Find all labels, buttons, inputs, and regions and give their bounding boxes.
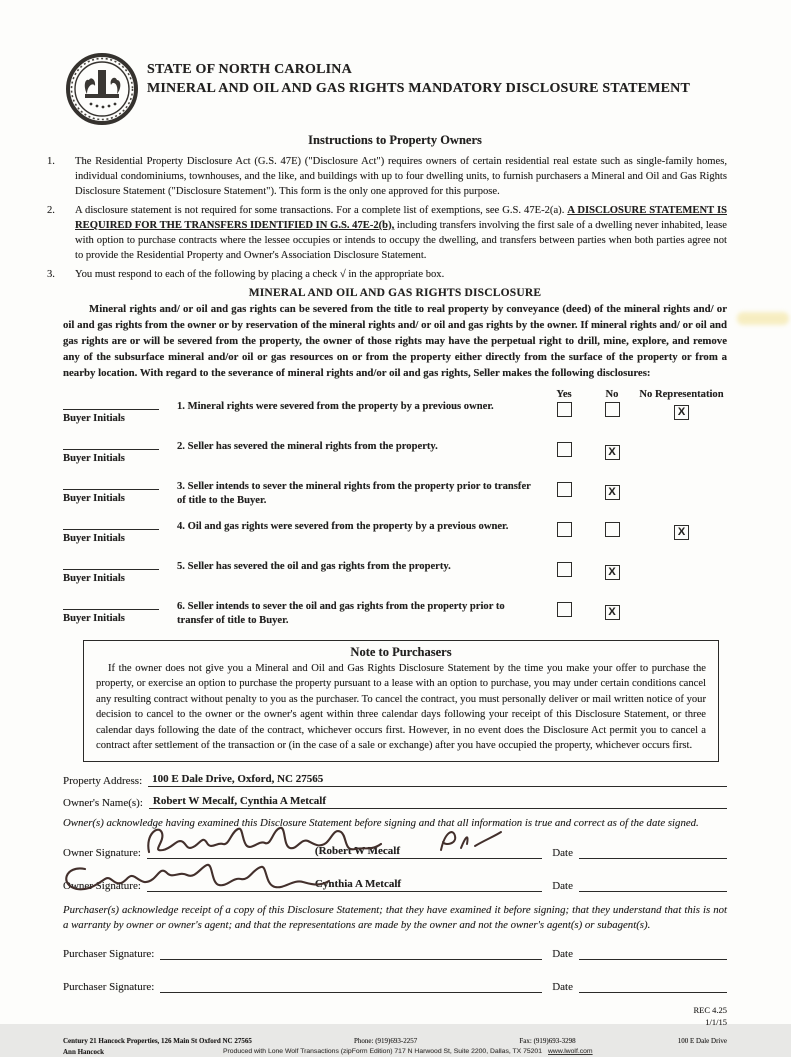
purchaser2-date-line[interactable]: [579, 976, 727, 993]
checkbox-no[interactable]: X: [605, 485, 620, 500]
disclosure-row-4: [63, 520, 727, 550]
instruction-number: 1.: [47, 156, 55, 167]
owner-signature-line-2[interactable]: [147, 875, 542, 892]
disclosure-row-2: [63, 440, 727, 470]
footer-fax: Fax: (919)693-3298: [519, 1037, 576, 1046]
purchaser-acknowledgement: Purchaser(s) acknowledge receipt of a copy of this Disclosure Statement; that they have examined it before signing; that they understand that this is not a warranty by owner or owner's agent; and that the representations are made by the owner and not the owner's agent(s) or subagent(s).: [63, 904, 727, 931]
form-footer: [63, 1036, 727, 1057]
owner-signature-row-2: [63, 870, 727, 892]
checkbox-yes[interactable]: [557, 402, 572, 417]
column-header-no: No: [605, 389, 619, 400]
instructions-heading: Instructions to Property Owners: [308, 133, 482, 147]
disclosure-item-text: 3. Seller intends to sever the mineral rights from the property prior to transfer of title to the Buyer.: [177, 481, 531, 506]
instruction-text: [75, 203, 727, 263]
disclosure-item-text: 5. Seller has severed the oil and gas rights from the property.: [177, 561, 451, 572]
owners-names-value[interactable]: Robert W Mecalf, Cynthia A Metcalf: [149, 794, 727, 809]
checkbox-yes[interactable]: [557, 522, 572, 537]
instruction-number: 2.: [47, 205, 55, 216]
purchaser-signature-row-1: [63, 938, 727, 960]
footer-office: Century 21 Hancock Properties, 126 Main St Oxford NC 27565: [63, 1037, 252, 1046]
checkbox-yes[interactable]: [557, 442, 572, 457]
footer-produced-text: Produced with Lone Wolf Transactions (zipForm Edition) 717 N Harwood St, Suite 2200, Dallas, TX 75201: [223, 1048, 542, 1056]
owner1-date-line[interactable]: [579, 842, 727, 859]
disclosure-intro: Mineral rights and/ or oil and gas rights can be severed from the title to real property by conveyance (deed) of the mineral rights and/ or oil and gas rights from the owner or by reservation of the mineral rights and/ or oil and gas rights by the owner. If mineral rights and/ or oil and gas rights are or will be severed from the property, the owner of those rights may have the perpetual right to drill, mine, explore, and remove any of the subsurface mineral and/or oil or gas resources on or from the property either directly from the surface of the property or from a nearby location. With regard to the severance of mineral rights and/or oil and gas rights, Seller makes the following disclosures:: [63, 303, 727, 379]
form-revision-block: [63, 1004, 727, 1028]
disclosure-item-text: 2. Seller has severed the mineral rights from the property.: [177, 441, 438, 452]
checkbox-column-headers: [63, 389, 727, 400]
owners-names-row: [63, 794, 727, 809]
purchaser-signature-label: Purchaser Signature:: [63, 948, 155, 961]
instruction-text: The Residential Property Disclosure Act (G.S. 47E) ("Disclosure Act") requires owners of certain residential real estate such as single-family homes, individual condominiums, townhouses, and the like, and buildings with up to four dwelling units, to furnish purchasers a Mineral and Oil and Gas Rights Disclosure Statement ("Disclosure Statement"). This form is the only one approved for this purpose.: [75, 156, 727, 197]
note-to-purchasers-box: [83, 640, 719, 762]
owner2-printed-name: Cynthia A Metcalf: [314, 878, 402, 891]
checkbox-no-representation[interactable]: X: [674, 525, 689, 540]
note-body: If the owner does not give you a Mineral and Oil and Gas Rights Disclosure Statement by the time you make your offer to purchase the property, or exercise an option to purchase the property pursuant to a lease with an option to purchase, you may under certain conditions cancel any resulting contract without penalty to you as the purchaser. To cancel the contract, you must personally deliver or mail written notice of your decision to cancel to the owner or the owner's agent within three calendar days following your receipt of this Disclosure Statement, or three calendar days following the date of the contract, whichever occurs first. However, in no event does the Disclosure Act permit you to cancel a contract after settlement of the transaction or (in the case of a sale or exchange) after you have occupied the property, whichever occurs first.: [96, 663, 706, 752]
property-address-row: [63, 772, 727, 787]
form-title-state: STATE OF NORTH CAROLINA: [147, 62, 352, 77]
checkbox-no-representation[interactable]: X: [674, 405, 689, 420]
form-header: [63, 52, 727, 131]
instruction-item-3: [47, 267, 727, 282]
checkbox-no[interactable]: [605, 522, 620, 537]
checkbox-no[interactable]: X: [605, 605, 620, 620]
disclosure-item-text: 1. Mineral rights were severed from the property by a previous owner.: [177, 401, 494, 412]
property-address-value[interactable]: 100 E Dale Drive, Oxford, NC 27565: [148, 772, 727, 787]
checkbox-yes[interactable]: [557, 482, 572, 497]
form-code: REC 4.25: [693, 1005, 727, 1016]
disclosure-row-5: [63, 560, 727, 590]
owners-names-label: Owner's Name(s):: [63, 797, 143, 810]
disclosure-row-3: [63, 480, 727, 510]
buyer-initials-label: Buyer Initials: [63, 413, 125, 424]
instructions-list: [47, 154, 728, 282]
form-title-main: MINERAL AND OIL AND GAS RIGHTS MANDATORY DISCLOSURE STATEMENT: [147, 81, 691, 96]
disclosure-heading: MINERAL AND OIL AND GAS RIGHTS DISCLOSURE: [248, 287, 542, 299]
owner-signature-row-1: [63, 837, 727, 859]
instruction-text: You must respond to each of the following by placing a check √ in the appropriate box.: [75, 269, 445, 280]
purchaser1-date-line[interactable]: [579, 943, 727, 960]
footer-phone: Phone: (919)693-2257: [354, 1037, 418, 1046]
disclosure-item-text: 6. Seller intends to sever the oil and gas rights from the property prior to transfer of title to Buyer.: [177, 601, 505, 626]
date-label: Date: [552, 847, 573, 860]
owner2-date-line[interactable]: [579, 875, 727, 892]
buyer-initials-label: Buyer Initials: [63, 453, 125, 464]
note-heading: Note to Purchasers: [350, 645, 452, 659]
nc-real-estate-commission-seal-icon: [65, 52, 139, 131]
column-header-yes: Yes: [556, 389, 572, 400]
instruction-item-2: [47, 203, 728, 263]
checkbox-no[interactable]: [605, 402, 620, 417]
instruction-number: 3.: [47, 269, 55, 280]
instruction-item-1: [47, 154, 727, 199]
owner-signature-label: Owner Signature:: [63, 847, 141, 860]
owner-acknowledgement: Owner(s) acknowledge having examined this Disclosure Statement before signing and that all information is true and correct as of the date signed.: [63, 817, 699, 830]
purchaser-signature-line-1[interactable]: [160, 943, 542, 960]
purchaser-signature-label: Purchaser Signature:: [63, 981, 155, 994]
instruction-2-rest: including transfers involving the first sale of a dwelling never inhabited, lease with option to purchase contracts where the lessee occupies or intends to occupy the dwelling, and transfers between parties when both parties agree not to provide the Residential Property and Owner's Association Disclosure Statement.: [75, 220, 728, 261]
buyer-initials-label: Buyer Initials: [63, 533, 125, 544]
buyer-initials-label: Buyer Initials: [63, 613, 125, 624]
buyer-initials-label: Buyer Initials: [63, 493, 125, 504]
instruction-2-lead: A disclosure statement is not required for some transactions. For a complete list of exemptions, see G.S. 47E-2(a).: [75, 205, 568, 216]
purchaser-signature-row-2: [63, 971, 727, 993]
date-label: Date: [552, 981, 573, 994]
form-revision-date: 1/1/15: [705, 1017, 727, 1028]
owner-signature-line-1[interactable]: [147, 842, 542, 859]
footer-produced-line: [223, 1047, 593, 1057]
checkbox-no[interactable]: X: [605, 445, 620, 460]
disclosure-item-text: 4. Oil and gas rights were severed from the property by a previous owner.: [177, 521, 509, 532]
checkbox-yes[interactable]: [557, 602, 572, 617]
disclosure-row-1: [63, 400, 727, 430]
property-address-label: Property Address:: [63, 775, 143, 788]
footer-agent-name: Ann Hancock: [63, 1048, 105, 1057]
footer-website-link[interactable]: www.lwolf.com: [548, 1048, 593, 1056]
instruction-2-emphasis: A DISCLOSURE STATEMENT IS REQUIRED FOR THE TRANSFERS IDENTIFIED IN G.S. 47E-2(b),: [75, 205, 727, 231]
column-header-no-representation: No Representation: [639, 389, 724, 400]
owner1-printed-name: (Robert W Mecalf: [314, 845, 401, 858]
purchaser-signature-line-2[interactable]: [160, 976, 542, 993]
date-label: Date: [552, 880, 573, 893]
owner-signature-label: Owner Signature:: [63, 880, 141, 893]
highlighter-smudge: [737, 312, 789, 325]
checkbox-no[interactable]: X: [605, 565, 620, 580]
disclosure-row-6: [63, 600, 727, 630]
date-label: Date: [552, 948, 573, 961]
buyer-initials-label: Buyer Initials: [63, 573, 125, 584]
footer-property-ref: 100 E Dale Drive: [677, 1037, 727, 1046]
checkbox-yes[interactable]: [557, 562, 572, 577]
